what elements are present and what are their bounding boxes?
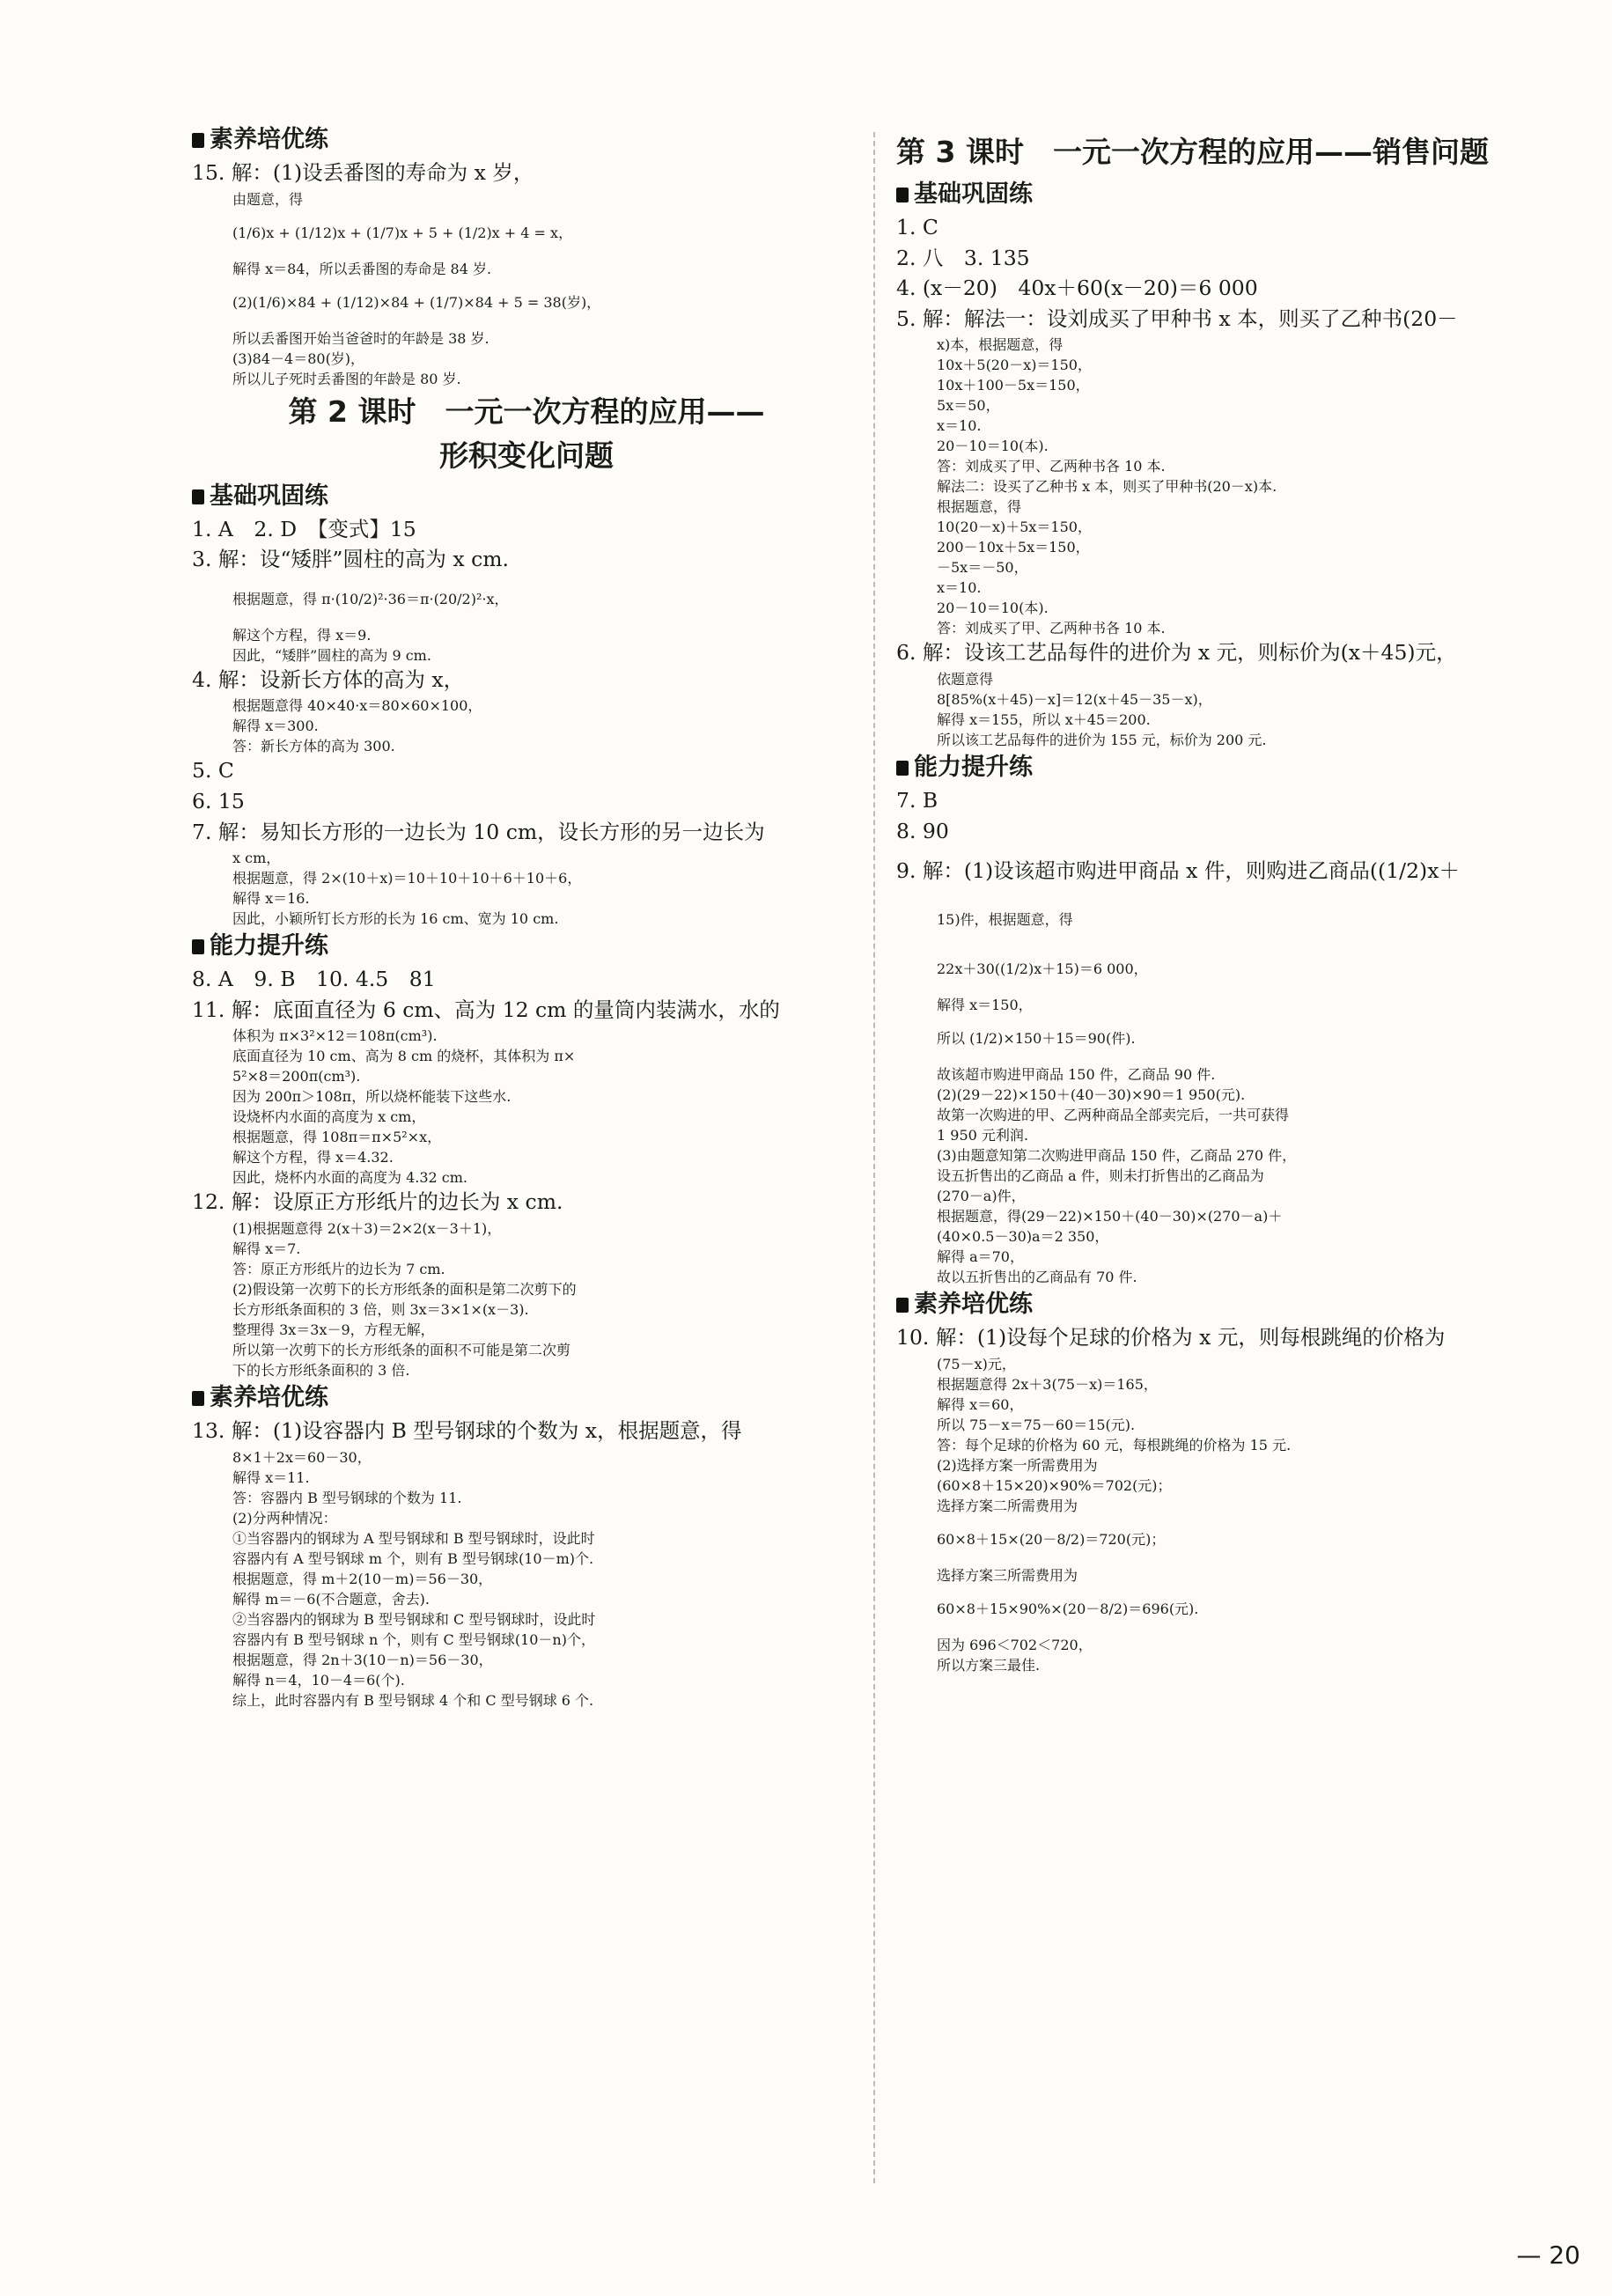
section-heading bbox=[192, 1381, 861, 1414]
section-heading bbox=[192, 930, 861, 962]
section-heading bbox=[896, 1288, 1565, 1321]
left-column bbox=[192, 121, 861, 1710]
answer-line: 15. 解：(1)设丢番图的寿命为 x 岁， bbox=[192, 160, 534, 185]
answer-line: 解得 m＝－6(不合题意，舍去). bbox=[232, 1590, 431, 1608]
answer-line: 体积为 π×3²×12＝108π(cm³). bbox=[232, 1027, 438, 1045]
answer-line: 由题意，得 bbox=[232, 190, 304, 208]
column-divider bbox=[873, 132, 875, 2183]
section-heading-text: 素养培优练 bbox=[210, 126, 328, 153]
answer-line: 20－10＝10(本). bbox=[937, 600, 1049, 617]
section-heading-text: 基础巩固练 bbox=[210, 482, 328, 510]
answer-line: 11. 解：底面直径为 6 cm、高为 12 cm 的量筒内装满水，水的 bbox=[192, 997, 780, 1022]
answer-line: 13. 解：(1)设容器内 B 型号钢球的个数为 x，根据题意，得 bbox=[192, 1417, 742, 1443]
section-marker-icon bbox=[192, 939, 204, 954]
answer-line: 7. 解：易知长方形的一边长为 10 cm，设长方形的另一边长为 bbox=[192, 819, 765, 844]
answer-line: 底面直径为 10 cm、高为 8 cm 的烧杯，其体积为 π× bbox=[232, 1048, 576, 1065]
answer-line: 3. 解：设“矮胖”圆柱的高为 x cm. bbox=[192, 547, 510, 572]
answer-line: 答：刘成买了甲、乙两种书各 10 本. bbox=[937, 620, 1166, 637]
section-heading-text: 素养培优练 bbox=[914, 1291, 1033, 1319]
answer-line: 解得 x＝300. bbox=[232, 718, 319, 735]
answer-line: 因此，小颖所钉长方形的长为 16 cm、宽为 10 cm. bbox=[232, 910, 559, 928]
answer-line: 8. A 9. B 10. 4.5 81 bbox=[192, 967, 436, 992]
answer-line: x)本，根据题意，得 bbox=[937, 336, 1064, 354]
answer-line: x＝10. bbox=[937, 579, 982, 597]
answer-line: 设烧杯内水面的高度为 x cm， bbox=[232, 1108, 426, 1126]
answer-line: 解得 x＝84，所以丢番图的寿命是 84 岁. bbox=[232, 260, 492, 277]
answer-line: 所以丢番图开始当爸爸时的年龄是 38 岁. bbox=[232, 329, 489, 347]
answer-line: (1/6)x + (1/12)x + (1/7)x + 5 + (1/2)x + 4 = x， bbox=[232, 224, 573, 241]
section-heading-text: 能力提升练 bbox=[210, 932, 328, 960]
answer-line: 60×8＋15×(20－8/2)＝720(元)； bbox=[937, 1530, 1166, 1548]
answer-line: 1 950 元利润. bbox=[937, 1127, 1028, 1144]
page-number: — 20 bbox=[1516, 2241, 1580, 2270]
answer-line: 5. 解：解法一：设刘成买了甲种书 x 本，则买了乙种书(20－ bbox=[896, 305, 1458, 331]
answer-line: (60×8＋15×20)×90%＝702(元)； bbox=[937, 1476, 1172, 1494]
answer-line: 10x＋100－5x＝150， bbox=[937, 377, 1090, 394]
section-marker-icon bbox=[896, 1298, 909, 1313]
answer-line: (3)由题意知第二次购进甲商品 150 件，乙商品 270 件， bbox=[937, 1147, 1297, 1165]
answer-line: 12. 解：设原正方形纸片的边长为 x cm. bbox=[192, 1189, 563, 1215]
section-heading bbox=[896, 178, 1565, 210]
section-heading bbox=[192, 480, 861, 512]
answer-line: 整理得 3x＝3x－9，方程无解， bbox=[232, 1321, 435, 1338]
answer-line: 因为 696＜702＜720， bbox=[937, 1636, 1093, 1653]
answer-line: (2)选择方案一所需费用为 bbox=[937, 1456, 1098, 1474]
answer-line: 长方形纸条面积的 3 倍，则 3x＝3×1×(x－3). bbox=[232, 1300, 529, 1318]
section-heading bbox=[192, 123, 861, 156]
section-marker-icon bbox=[192, 1391, 204, 1406]
answer-line: 所以第一次剪下的长方形纸条的面积不可能是第二次剪 bbox=[232, 1341, 571, 1358]
answer-line: 5x＝50， bbox=[937, 397, 1000, 415]
answer-line: 4. 解：设新长方体的高为 x， bbox=[192, 666, 465, 692]
answer-line: 所以儿子死时丢番图的年龄是 80 岁. bbox=[232, 370, 461, 387]
answer-line: 解法二：设买了乙种书 x 本，则买了甲种书(20－x)本. bbox=[937, 478, 1277, 496]
answer-line: x＝10. bbox=[937, 417, 982, 435]
answer-line: 解得 a＝70， bbox=[937, 1248, 1024, 1266]
section-marker-icon bbox=[192, 489, 204, 504]
answer-line: 因此，“矮胖”圆柱的高为 9 cm. bbox=[232, 646, 431, 664]
answer-line: 9. 解：(1)设该超市购进甲商品 x 件，则购进乙商品((1/2)x＋ bbox=[896, 858, 1460, 884]
answer-line: 5. C bbox=[192, 758, 234, 784]
answer-line: 200－10x＋5x＝150， bbox=[937, 539, 1090, 556]
answer-line: 根据题意，得 108π＝π×5²×x， bbox=[232, 1129, 442, 1146]
answer-line: 答：容器内 B 型号钢球的个数为 11. bbox=[232, 1489, 462, 1506]
answer-line: 4. (x－20) 40x＋60(x－20)＝6 000 bbox=[896, 276, 1258, 301]
answer-line: x cm， bbox=[232, 850, 281, 867]
lesson-title: 第 3 课时 一元一次方程的应用——销售问题 bbox=[896, 135, 1489, 169]
answer-line: 所以方案三最佳. bbox=[937, 1656, 1041, 1674]
answer-line: ①当容器内的钢球为 A 型号钢球和 B 型号钢球时，设此时 bbox=[232, 1529, 595, 1547]
answer-line: 根据题意，得(29－22)×150＋(40－30)×(270－a)＋ bbox=[937, 1208, 1283, 1225]
answer-line: 所以 (1/2)×150＋15＝90(件). bbox=[937, 1030, 1136, 1048]
answer-line: 根据题意，得 2n＋3(10－n)＝56－30， bbox=[232, 1651, 493, 1668]
answer-line: (2)(29－22)×150＋(40－30)×90＝1 950(元). bbox=[937, 1086, 1246, 1104]
answer-line: 2. 八 3. 135 bbox=[896, 245, 1030, 270]
answer-line: 选择方案二所需费用为 bbox=[937, 1497, 1078, 1514]
answer-line: 15)件，根据题意，得 bbox=[937, 911, 1073, 929]
answer-line: 答：刘成买了甲、乙两种书各 10 本. bbox=[937, 458, 1166, 475]
answer-line: 10x＋5(20－x)＝150， bbox=[937, 357, 1092, 374]
answer-line: 依题意得 bbox=[937, 670, 994, 688]
answer-line: 解得 x＝60， bbox=[937, 1395, 1024, 1413]
answer-line: 60×8＋15×90%×(20－8/2)＝696(元). bbox=[937, 1600, 1199, 1617]
answer-line: (3)84－4＝80(岁)， bbox=[232, 350, 365, 367]
answer-line: (40×0.5－30)a＝2 350， bbox=[937, 1228, 1109, 1246]
answer-line: 1. A 2. D 【变式】15 bbox=[192, 516, 416, 541]
answer-line: 解得 x＝7. bbox=[232, 1240, 301, 1257]
answer-line: 综上，此时容器内有 B 型号钢球 4 个和 C 型号钢球 6 个. bbox=[232, 1691, 594, 1709]
answer-line: 下的长方形纸条面积的 3 倍. bbox=[232, 1361, 410, 1379]
answer-line: 22x＋30((1/2)x＋15)＝6 000， bbox=[937, 960, 1148, 978]
section-heading-text: 能力提升练 bbox=[914, 753, 1033, 781]
answer-line: 容器内有 A 型号钢球 m 个，则有 B 型号钢球(10－m)个. bbox=[232, 1549, 594, 1567]
right-column bbox=[896, 121, 1565, 1674]
answer-line: 8[85%(x＋45)－x]＝12(x＋45－35－x)， bbox=[937, 690, 1212, 708]
answer-line: 10. 解：(1)设每个足球的价格为 x 元，则每根跳绳的价格为 bbox=[896, 1325, 1446, 1350]
answer-line: 答：原正方形纸片的边长为 7 cm. bbox=[232, 1260, 445, 1277]
answer-line: 6. 15 bbox=[192, 788, 245, 813]
answer-line: 所以 75－x＝75－60＝15(元). bbox=[937, 1416, 1136, 1433]
answer-line: 根据题意，得 2×(10＋x)＝10＋10＋10＋6＋10＋6， bbox=[232, 870, 582, 887]
answer-line: 6. 解：设该工艺品每件的进价为 x 元，则标价为(x＋45)元， bbox=[896, 640, 1457, 666]
answer-line: 所以该工艺品每件的进价为 155 元，标价为 200 元. bbox=[937, 731, 1267, 748]
answer-line: 根据题意，得 π·(10/2)²·36＝π·(20/2)²·x， bbox=[232, 590, 509, 607]
answer-line: 解得 x＝11. bbox=[232, 1468, 310, 1486]
answer-line: 1. C bbox=[896, 215, 938, 239]
answer-line: 根据题意，得 m＋2(10－m)＝56－30， bbox=[232, 1570, 493, 1587]
answer-line: 解得 n＝4，10－4＝6(个). bbox=[232, 1671, 405, 1689]
answer-line: 根据题意得 2x＋3(75－x)＝165， bbox=[937, 1375, 1158, 1393]
answer-line: 答：每个足球的价格为 60 元，每根跳绳的价格为 15 元. bbox=[937, 1436, 1292, 1453]
answer-line: 20－10＝10(本). bbox=[937, 438, 1049, 455]
answer-line: 根据题意得 40×40·x＝80×60×100， bbox=[232, 697, 482, 715]
answer-line: (75－x)元， bbox=[937, 1355, 1016, 1372]
answer-line: 5²×8＝200π(cm³). bbox=[232, 1068, 361, 1085]
answer-line: 10(20－x)＋5x＝150， bbox=[937, 519, 1092, 536]
section-heading-text: 基础巩固练 bbox=[914, 180, 1033, 208]
section-marker-icon bbox=[192, 133, 204, 148]
answer-line: 8. 90 bbox=[896, 818, 949, 843]
answer-line: 解得 x＝155，所以 x＋45＝200. bbox=[937, 710, 1151, 728]
answer-line: 容器内有 B 型号钢球 n 个，则有 C 型号钢球(10－n)个， bbox=[232, 1630, 595, 1648]
section-heading-text: 素养培优练 bbox=[210, 1383, 328, 1411]
answer-line: 8×1＋2x＝60－30， bbox=[232, 1448, 372, 1466]
answer-line: 设五折售出的乙商品 a 件，则未打折售出的乙商品为 bbox=[937, 1167, 1264, 1185]
section-marker-icon bbox=[896, 188, 909, 202]
answer-line: (2)(1/6)×84 + (1/12)×84 + (1/7)×84 + 5 = 38(岁)， bbox=[232, 293, 601, 311]
answer-line: 根据题意，得 bbox=[937, 498, 1022, 516]
answer-line: 答：新长方体的高为 300. bbox=[232, 738, 395, 755]
answer-line: 故以五折售出的乙商品有 70 件. bbox=[937, 1269, 1137, 1286]
answer-line: 因此，烧杯内水面的高度为 4.32 cm. bbox=[232, 1169, 468, 1187]
answer-line: 解这个方程，得 x＝9. bbox=[232, 626, 372, 644]
answer-line: 解得 x＝150， bbox=[937, 997, 1033, 1014]
answer-line: 解得 x＝16. bbox=[232, 890, 310, 908]
answer-line: 因为 200π＞108π，所以烧杯能装下这些水. bbox=[232, 1088, 512, 1106]
answer-line: 7. B bbox=[896, 787, 938, 813]
answer-line: (2)假设第一次剪下的长方形纸条的面积是第二次剪下的 bbox=[232, 1280, 577, 1298]
lesson-title: 第 2 课时 一元一次方程的应用—— bbox=[288, 394, 765, 429]
answer-line: 解这个方程，得 x＝4.32. bbox=[232, 1149, 394, 1166]
section-marker-icon bbox=[896, 761, 909, 776]
answer-line: －5x＝－50， bbox=[937, 559, 1028, 577]
answer-line: 选择方案三所需费用为 bbox=[937, 1566, 1078, 1584]
answer-line: (2)分两种情况： bbox=[232, 1509, 337, 1527]
answer-line: (270－a)件， bbox=[937, 1188, 1026, 1205]
answer-line: ②当容器内的钢球为 B 型号钢球和 C 型号钢球时，设此时 bbox=[232, 1610, 596, 1628]
section-heading bbox=[896, 751, 1565, 784]
answer-line: 故该超市购进甲商品 150 件，乙商品 90 件. bbox=[937, 1066, 1216, 1084]
lesson-title: 形积变化问题 bbox=[439, 438, 614, 473]
answer-line: (1)根据题意得 2(x＋3)＝2×2(x－3＋1)， bbox=[232, 1219, 502, 1237]
answer-line: 故第一次购进的甲、乙两种商品全部卖完后，一共可获得 bbox=[937, 1107, 1290, 1124]
